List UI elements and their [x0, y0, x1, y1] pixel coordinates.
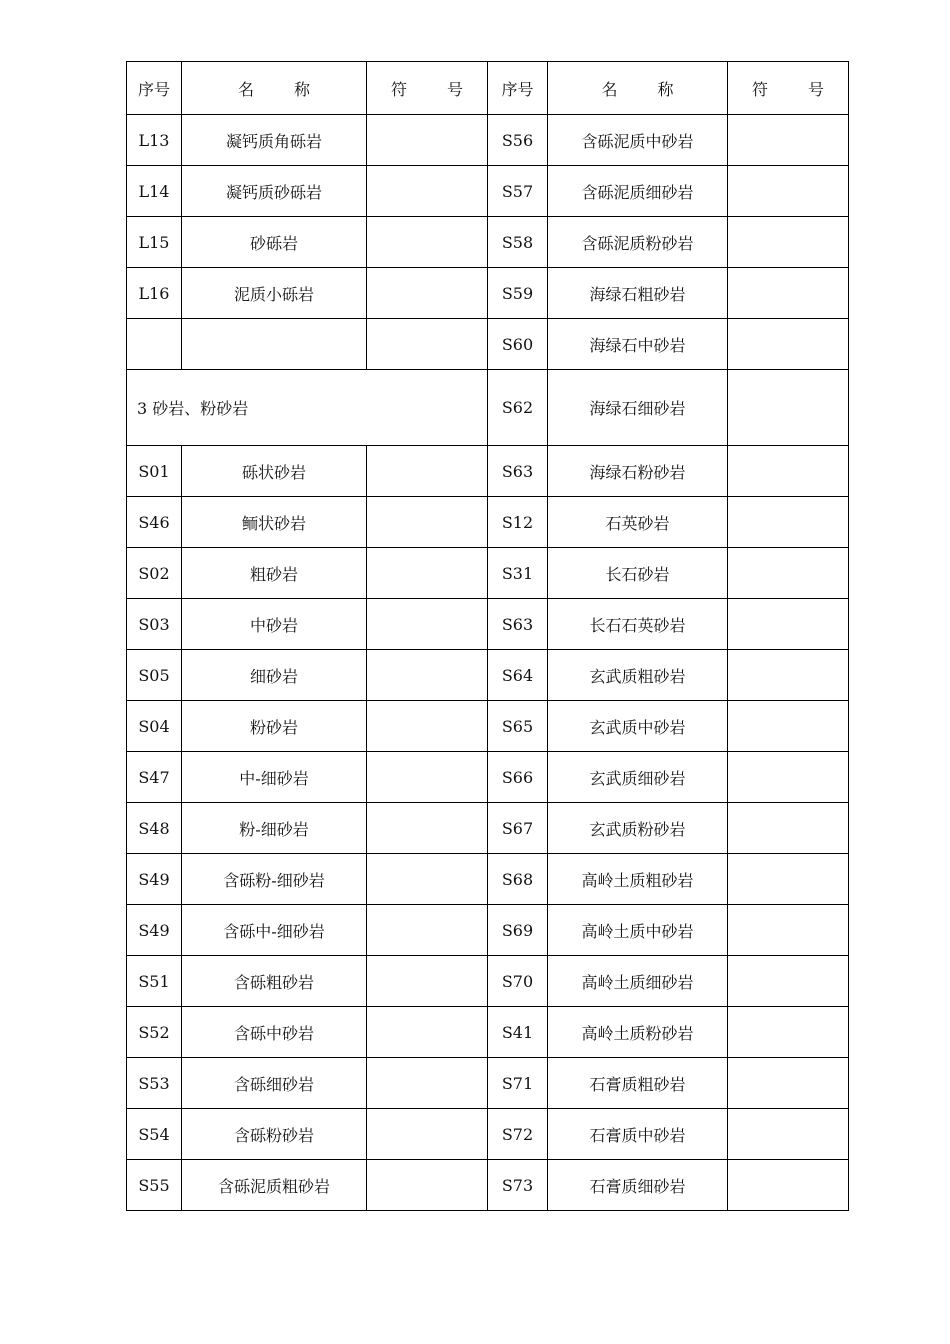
- cell-right-code: S63: [488, 599, 548, 650]
- header-row: [127, 62, 849, 115]
- cell-left-code: S49: [127, 905, 182, 956]
- table-row: [127, 905, 849, 956]
- cell-right-symbol: [728, 1058, 849, 1109]
- cell-left-symbol: [367, 166, 488, 217]
- cell-left-name: 中-细砂岩: [182, 752, 367, 803]
- header-symbol-right: [728, 62, 849, 115]
- header-name-right-a: 名: [601, 79, 618, 99]
- section-body: [127, 370, 849, 446]
- cell-left-symbol: [367, 650, 488, 701]
- table-row: [127, 1160, 849, 1211]
- table-row: [127, 217, 849, 268]
- header-symbol-left-a: 符: [390, 79, 407, 99]
- cell-left-symbol: [367, 956, 488, 1007]
- cell-right-symbol: [728, 752, 849, 803]
- table-row: [127, 854, 849, 905]
- cell-right-symbol: [728, 803, 849, 854]
- cell-left-code: S53: [127, 1058, 182, 1109]
- cell-right-symbol: [728, 701, 849, 752]
- cell-right-symbol: [728, 1007, 849, 1058]
- cell-right-symbol: [728, 1109, 849, 1160]
- cell-left-symbol: [367, 701, 488, 752]
- cell-left-code: S04: [127, 701, 182, 752]
- cell-left-code: S48: [127, 803, 182, 854]
- table-row: [127, 319, 849, 370]
- cell-right-symbol: [728, 548, 849, 599]
- cell-right-symbol: [728, 268, 849, 319]
- cell-right-code: S68: [488, 854, 548, 905]
- table-row: [127, 956, 849, 1007]
- cell-right-name: 玄武质粗砂岩: [548, 650, 728, 701]
- cell-left-code: S54: [127, 1109, 182, 1160]
- section-row: [127, 370, 849, 446]
- cell-left-name: 含砾中砂岩: [182, 1007, 367, 1058]
- header-symbol-right-b: 号: [808, 79, 825, 99]
- cell-right-code: S41: [488, 1007, 548, 1058]
- cell-right-symbol: [728, 650, 849, 701]
- table-row: [127, 166, 849, 217]
- cell-left-code: S51: [127, 956, 182, 1007]
- cell-right-symbol: [728, 166, 849, 217]
- header-symbol-right-a: 符: [751, 79, 768, 99]
- table-row: [127, 599, 849, 650]
- header-name-left: [182, 62, 367, 115]
- cell-left-symbol: [367, 217, 488, 268]
- cell-right-code: S58: [488, 217, 548, 268]
- cell-right-name: 含砾泥质细砂岩: [548, 166, 728, 217]
- table-row: [127, 803, 849, 854]
- cell-left-symbol: [367, 446, 488, 497]
- cell-right-code: S69: [488, 905, 548, 956]
- cell-left-code: S55: [127, 1160, 182, 1211]
- cell-left-symbol: [367, 1160, 488, 1211]
- cell-left-name: 凝钙质砂砾岩: [182, 166, 367, 217]
- cell-left-code: L14: [127, 166, 182, 217]
- cell-right-code: S56: [488, 115, 548, 166]
- cell-right-symbol: [728, 217, 849, 268]
- cell-right-code: S72: [488, 1109, 548, 1160]
- cell-left-name: 砂砾岩: [182, 217, 367, 268]
- header-seq-left: 序号: [127, 62, 182, 115]
- cell-right-symbol: [728, 446, 849, 497]
- section-title: 3 砂岩、粉砂岩: [127, 370, 488, 446]
- table-row: [127, 548, 849, 599]
- section-right-symbol: [728, 370, 849, 446]
- cell-right-name: 石膏质中砂岩: [548, 1109, 728, 1160]
- cell-right-symbol: [728, 854, 849, 905]
- header-name-right-b: 称: [657, 79, 674, 99]
- cell-left-symbol: [367, 1109, 488, 1160]
- table-row: [127, 1058, 849, 1109]
- table-row: [127, 1007, 849, 1058]
- cell-left-code: S47: [127, 752, 182, 803]
- table-body-bottom: [127, 446, 849, 1211]
- cell-left-name: [182, 319, 367, 370]
- cell-left-code: L16: [127, 268, 182, 319]
- table-row: [127, 268, 849, 319]
- cell-left-name: 含砾粉-细砂岩: [182, 854, 367, 905]
- table-row: [127, 115, 849, 166]
- cell-right-name: 玄武质细砂岩: [548, 752, 728, 803]
- cell-left-symbol: [367, 1058, 488, 1109]
- cell-left-name: 细砂岩: [182, 650, 367, 701]
- cell-left-symbol: [367, 803, 488, 854]
- cell-left-symbol: [367, 752, 488, 803]
- table-row: [127, 497, 849, 548]
- cell-right-code: S59: [488, 268, 548, 319]
- cell-right-code: S71: [488, 1058, 548, 1109]
- section-right-name: 海绿石细砂岩: [548, 370, 728, 446]
- cell-left-name: 砾状砂岩: [182, 446, 367, 497]
- cell-right-name: 石膏质细砂岩: [548, 1160, 728, 1211]
- cell-left-symbol: [367, 1007, 488, 1058]
- table-row: [127, 1109, 849, 1160]
- table-row: [127, 752, 849, 803]
- cell-left-name: 粗砂岩: [182, 548, 367, 599]
- cell-right-code: S31: [488, 548, 548, 599]
- cell-right-name: 含砾泥质中砂岩: [548, 115, 728, 166]
- cell-right-symbol: [728, 905, 849, 956]
- header-name-right: [548, 62, 728, 115]
- header-name-left-b: 称: [294, 79, 311, 99]
- cell-left-code: S05: [127, 650, 182, 701]
- cell-left-name: 含砾粉砂岩: [182, 1109, 367, 1160]
- cell-right-symbol: [728, 599, 849, 650]
- cell-right-code: S66: [488, 752, 548, 803]
- cell-left-symbol: [367, 497, 488, 548]
- cell-left-code: S02: [127, 548, 182, 599]
- section-right-code: S62: [488, 370, 548, 446]
- cell-left-symbol: [367, 905, 488, 956]
- cell-left-symbol: [367, 599, 488, 650]
- cell-right-name: 海绿石中砂岩: [548, 319, 728, 370]
- cell-left-code: [127, 319, 182, 370]
- cell-left-code: L13: [127, 115, 182, 166]
- cell-right-name: 高岭土质中砂岩: [548, 905, 728, 956]
- cell-right-name: 长石石英砂岩: [548, 599, 728, 650]
- cell-left-name: 泥质小砾岩: [182, 268, 367, 319]
- cell-right-code: S64: [488, 650, 548, 701]
- table-row: [127, 650, 849, 701]
- cell-right-code: S67: [488, 803, 548, 854]
- header-symbol-left-b: 号: [447, 79, 464, 99]
- cell-left-code: S03: [127, 599, 182, 650]
- cell-right-name: 海绿石粉砂岩: [548, 446, 728, 497]
- cell-right-code: S12: [488, 497, 548, 548]
- cell-left-code: S52: [127, 1007, 182, 1058]
- cell-left-name: 凝钙质角砾岩: [182, 115, 367, 166]
- cell-right-code: S73: [488, 1160, 548, 1211]
- cell-left-name: 粉-细砂岩: [182, 803, 367, 854]
- table-row: [127, 446, 849, 497]
- cell-right-symbol: [728, 319, 849, 370]
- header-seq-right: 序号: [488, 62, 548, 115]
- header-symbol-left: [367, 62, 488, 115]
- cell-right-symbol: [728, 497, 849, 548]
- cell-left-code: S46: [127, 497, 182, 548]
- cell-right-code: S65: [488, 701, 548, 752]
- cell-right-code: S70: [488, 956, 548, 1007]
- cell-right-name: 石英砂岩: [548, 497, 728, 548]
- table-body-top: [127, 115, 849, 370]
- cell-left-symbol: [367, 115, 488, 166]
- cell-left-name: 含砾中-细砂岩: [182, 905, 367, 956]
- cell-right-code: S63: [488, 446, 548, 497]
- cell-left-name: 粉砂岩: [182, 701, 367, 752]
- cell-right-name: 长石砂岩: [548, 548, 728, 599]
- cell-left-symbol: [367, 268, 488, 319]
- header-name-left-a: 名: [237, 79, 254, 99]
- cell-right-symbol: [728, 1160, 849, 1211]
- cell-right-name: 高岭土质粗砂岩: [548, 854, 728, 905]
- cell-right-name: 玄武质粉砂岩: [548, 803, 728, 854]
- cell-left-code: L15: [127, 217, 182, 268]
- cell-left-symbol: [367, 548, 488, 599]
- cell-right-name: 海绿石粗砂岩: [548, 268, 728, 319]
- cell-right-name: 含砾泥质粉砂岩: [548, 217, 728, 268]
- rock-symbol-table: [126, 61, 849, 1211]
- cell-left-name: 含砾粗砂岩: [182, 956, 367, 1007]
- cell-right-symbol: [728, 115, 849, 166]
- cell-left-code: S49: [127, 854, 182, 905]
- cell-left-symbol: [367, 854, 488, 905]
- cell-right-name: 高岭土质细砂岩: [548, 956, 728, 1007]
- cell-right-name: 高岭土质粉砂岩: [548, 1007, 728, 1058]
- cell-right-name: 石膏质粗砂岩: [548, 1058, 728, 1109]
- cell-right-name: 玄武质中砂岩: [548, 701, 728, 752]
- cell-left-code: S01: [127, 446, 182, 497]
- cell-right-symbol: [728, 956, 849, 1007]
- cell-right-code: S57: [488, 166, 548, 217]
- cell-left-name: 含砾细砂岩: [182, 1058, 367, 1109]
- table-row: [127, 701, 849, 752]
- cell-left-symbol: [367, 319, 488, 370]
- cell-left-name: 含砾泥质粗砂岩: [182, 1160, 367, 1211]
- cell-left-name: 中砂岩: [182, 599, 367, 650]
- cell-left-name: 鲕状砂岩: [182, 497, 367, 548]
- cell-right-code: S60: [488, 319, 548, 370]
